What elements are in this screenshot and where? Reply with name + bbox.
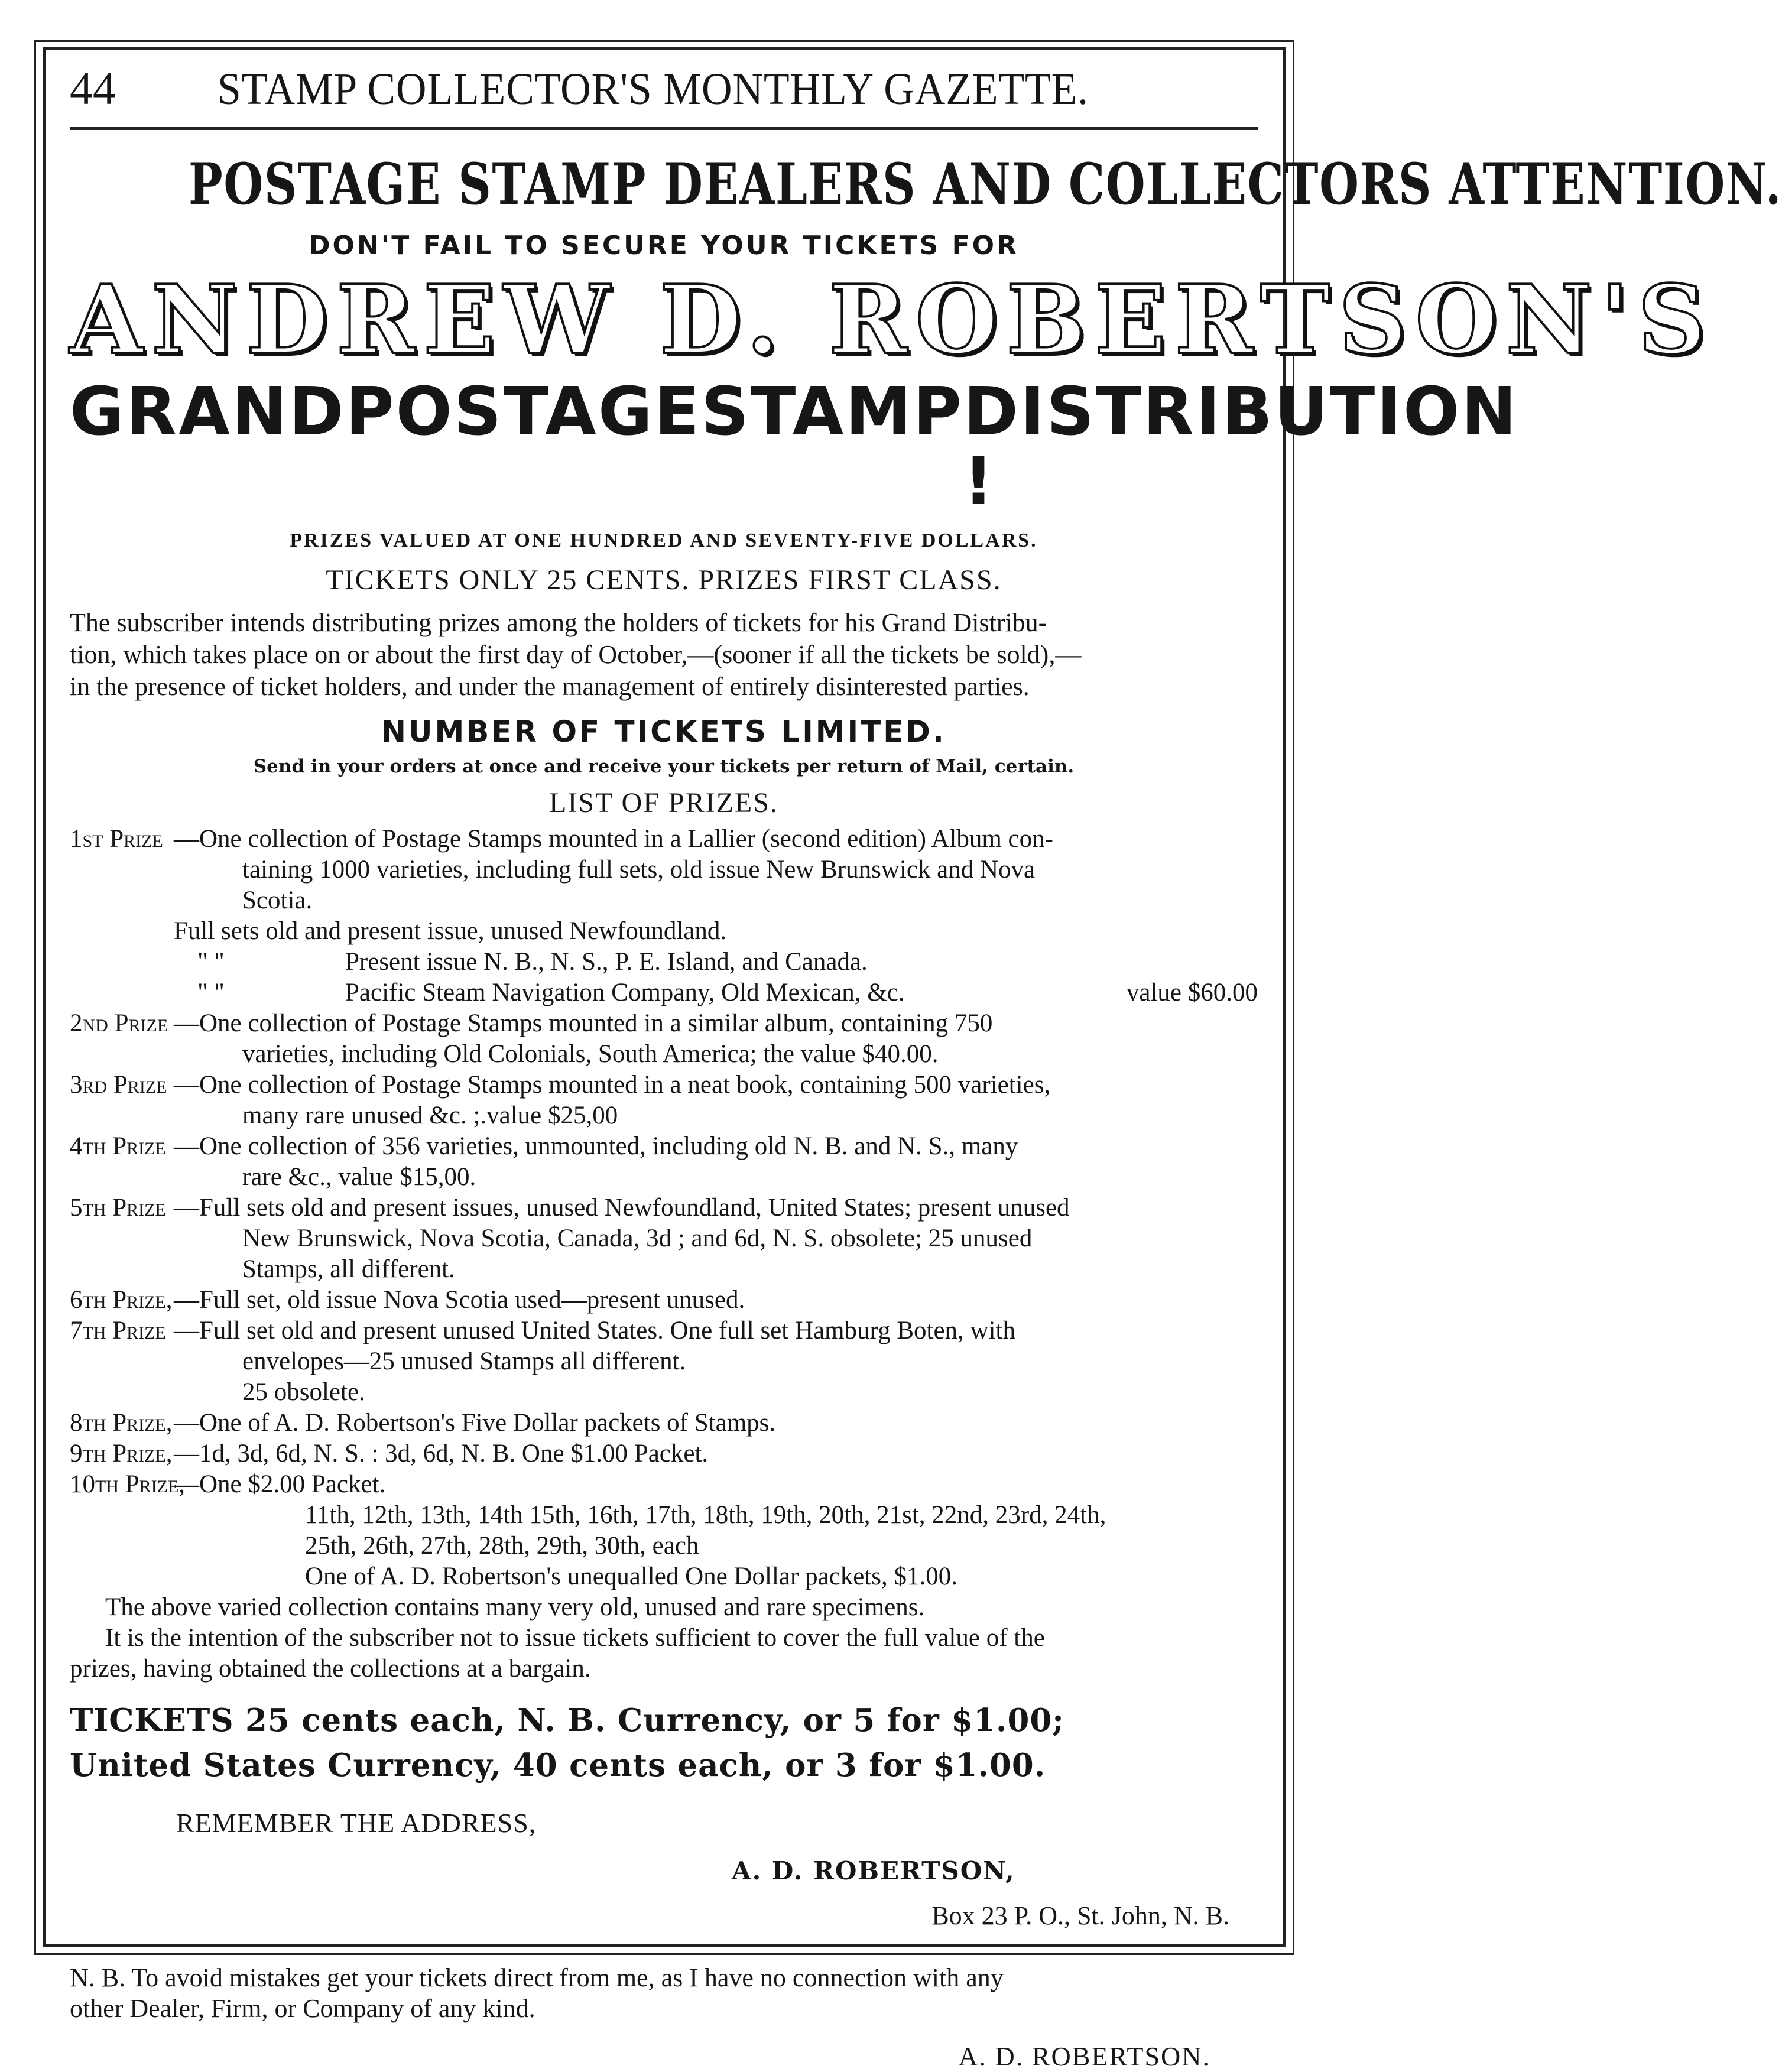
- prize-8: [70, 1408, 1258, 1438]
- prize-10: [70, 1469, 1258, 1500]
- prize-text: many rare unused &c. ;.value $25,00: [242, 1102, 618, 1130]
- prize-3: [70, 1070, 1258, 1100]
- prize-text: One of A. D. Robertson's unequalled One Dollar packets, $1.00.: [305, 1563, 958, 1591]
- prize-text: —One of A. D. Robertson's Five Dollar packets of Stamps.: [174, 1409, 776, 1437]
- grand-distribution-heading: [70, 374, 1518, 520]
- prize-text: Present issue N. B., N. S., P. E. Island, and Canada.: [345, 948, 868, 976]
- tickets-price-line: TICKETS 25 cents each, N. B. Currency, or 5 for $1.00;: [70, 1702, 1064, 1739]
- prize-text: Full sets old and present issue, unused Newfoundland.: [174, 917, 727, 946]
- prize-text: —Full set, old issue Nova Scotia used—present unused.: [174, 1286, 745, 1314]
- intro-line: in the presence of ticket holders, and under the management of entirely disinterested parties.: [70, 672, 1030, 702]
- prize-label: 1st Prize: [70, 825, 163, 853]
- remember-address: REMEMBER THE ADDRESS,: [176, 1808, 537, 1839]
- subhead: DON'T FAIL TO SECURE YOUR TICKETS FOR: [309, 230, 1019, 261]
- prize-label: 7th Prize: [70, 1317, 166, 1345]
- intro-line: tion, which takes place on or about the first day of October,—(sooner if all the tickets be sold),—: [70, 640, 1082, 670]
- prize-text: —One collection of Postage Stamps mounted in a similar album, containing 750: [174, 1009, 993, 1038]
- prize-label: 8th Prize,: [70, 1409, 173, 1437]
- prize-text: envelopes—25 unused Stamps all different.: [242, 1347, 686, 1376]
- grand-word: GRAND: [70, 374, 346, 450]
- page-number: 44: [70, 63, 116, 114]
- prize-label: 5th Prize: [70, 1194, 166, 1222]
- tickets-only: TICKETS ONLY 25 CENTS. PRIZES FIRST CLASS.: [326, 564, 1002, 596]
- header-rule: [70, 127, 1258, 130]
- grand-word: POSTAGE: [345, 374, 702, 450]
- prize-text: 11th, 12th, 13th, 14th 15th, 16th, 17th, 18th, 19th, 20th, 21st, 22nd, 23rd, 24th,: [305, 1501, 1106, 1529]
- signoff: A. D. ROBERTSON.: [958, 2041, 1210, 2072]
- grand-word: STAMP: [701, 374, 963, 450]
- prize-text: 25 obsolete.: [242, 1378, 365, 1407]
- closing-line: The above varied collection contains many very old, unused and rare specimens.: [105, 1593, 925, 1622]
- prize-label: 9th Prize,: [70, 1440, 173, 1468]
- prize-text: varieties, including Old Colonials, South America; the value $40.00.: [242, 1040, 939, 1069]
- prize-1: [70, 824, 1258, 855]
- prize-5: [70, 1193, 1258, 1223]
- nb-line: N. B. To avoid mistakes get your tickets direct from me, as I have no connection with any: [70, 1963, 1004, 1993]
- ditto-marks: " ": [197, 948, 225, 976]
- nb-line: other Dealer, Firm, or Company of any kind.: [70, 1994, 535, 2024]
- prize-7: [70, 1316, 1258, 1346]
- prize-list: [70, 824, 1258, 1592]
- name-banner: ANDREW D. ROBERTSON'S: [70, 264, 1715, 375]
- ditto-marks: " ": [197, 979, 225, 1007]
- prize-4: [70, 1131, 1258, 1162]
- closing-paragraph: [70, 1592, 1258, 1684]
- prize-ditto-line: [70, 947, 1258, 977]
- number-limited: NUMBER OF TICKETS LIMITED.: [381, 715, 946, 749]
- prize-label: 10th Prize,: [70, 1470, 186, 1499]
- publication-title: STAMP COLLECTOR'S MONTHLY GAZETTE.: [218, 64, 1089, 114]
- prize-label: 4th Prize: [70, 1132, 166, 1161]
- intro-paragraph: [70, 607, 1258, 703]
- nb-note: [70, 1963, 1258, 2024]
- prize-value: value $60.00: [1126, 979, 1258, 1007]
- tickets-price-line-us: United States Currency, 40 cents each, or 3 for $1.00.: [70, 1747, 1046, 1784]
- prize-text: New Brunswick, Nova Scotia, Canada, 3d ; and 6d, N. S. obsolete; 25 unused: [242, 1225, 1033, 1253]
- prize-text: taining 1000 varieties, including full sets, old issue New Brunswick and Nova: [242, 856, 1036, 884]
- prize-text: —One $2.00 Packet.: [174, 1470, 386, 1499]
- list-of-prizes-title: LIST OF PRIZES.: [549, 787, 778, 819]
- prize-text: —Full sets old and present issues, unused Newfoundland, United States; present unused: [174, 1194, 1070, 1222]
- running-head: [70, 62, 1258, 126]
- intro-line: The subscriber intends distributing prizes among the holders of tickets for his Grand Distribu-: [70, 608, 1047, 638]
- address-name: A. D. ROBERTSON,: [732, 1856, 1015, 1886]
- prize-text: 25th, 26th, 27th, 28th, 29th, 30th, each: [305, 1532, 699, 1560]
- prize-text: Stamps, all different.: [242, 1255, 455, 1284]
- prize-text: —Full set old and present unused United States. One full set Hamburg Boten, with: [174, 1317, 1015, 1345]
- prize-9: [70, 1438, 1258, 1469]
- address-box: Box 23 P. O., St. John, N. B.: [931, 1901, 1229, 1931]
- prize-6: [70, 1285, 1258, 1316]
- prizes-valued: PRIZES VALUED AT ONE HUNDRED AND SEVENTY-FIVE DOLLARS.: [290, 530, 1038, 552]
- prize-ditto-line: [70, 977, 1258, 1008]
- send-orders: Send in your orders at once and receive your tickets per return of Mail, certain.: [253, 756, 1075, 778]
- prize-text: —One collection of Postage Stamps mounted in a Lallier (second edition) Album con-: [174, 825, 1053, 853]
- closing-line: It is the intention of the subscriber not to issue tickets sufficient to cover the full value of the: [105, 1624, 1045, 1652]
- headline: POSTAGE STAMP DEALERS AND COLLECTORS ATTENTION.: [189, 151, 1782, 217]
- closing-line: prizes, having obtained the collections at a bargain.: [70, 1655, 591, 1683]
- prize-text: —One collection of 356 varieties, unmounted, including old N. B. and N. S., many: [174, 1132, 1018, 1161]
- prize-label: 6th Prize,: [70, 1286, 173, 1314]
- prize-text: Pacific Steam Navigation Company, Old Mexican, &c.: [345, 979, 905, 1007]
- prize-label: 2nd Prize: [70, 1009, 168, 1038]
- prize-text: —1d, 3d, 6d, N. S. : 3d, 6d, N. B. One $1.00 Packet.: [174, 1440, 709, 1468]
- prize-text: rare &c., value $15,00.: [242, 1163, 476, 1191]
- prize-label: 3rd Prize: [70, 1071, 167, 1099]
- advertisement-page: [70, 62, 1782, 2072]
- grand-word: DISTRIBUTION !: [963, 374, 1518, 520]
- prize-2: [70, 1008, 1258, 1039]
- prize-text: —One collection of Postage Stamps mounted in a neat book, containing 500 varieties,: [174, 1071, 1051, 1099]
- prize-text: Scotia.: [242, 886, 313, 915]
